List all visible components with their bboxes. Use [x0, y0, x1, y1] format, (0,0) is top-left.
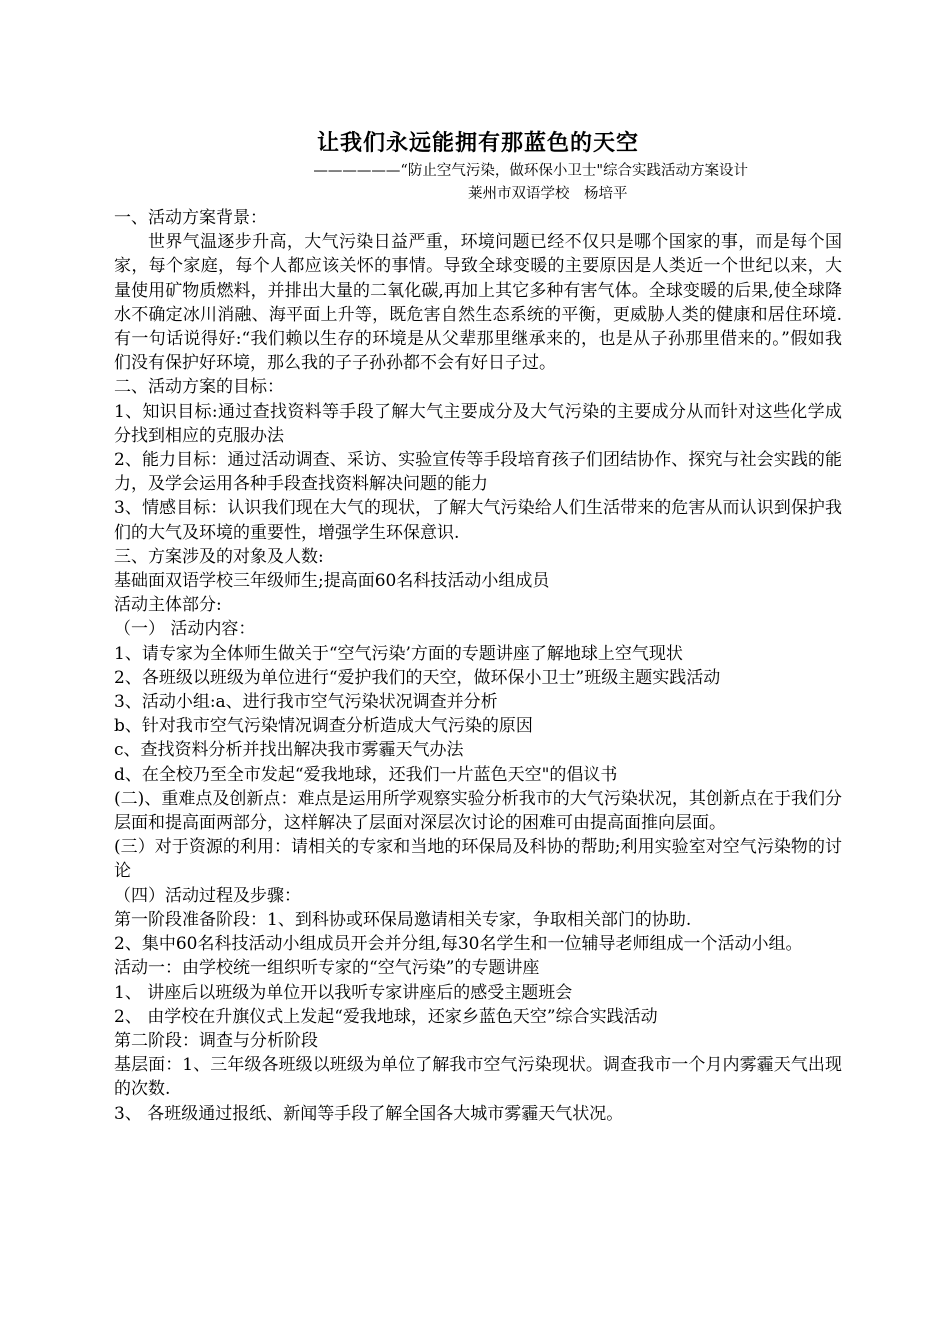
- subheading-content: （一） 活动内容：: [114, 619, 256, 640]
- list-item: d、在全校乃至全市发起“爱我地球，还我们一片蓝色天空"的倡议书: [114, 764, 618, 785]
- list-item: 活动一：由学校统一组织听专家的“空气污染”的专题讲座: [114, 958, 540, 979]
- list-item: 2、 由学校在升旗仪式上发起“爱我地球，还家乡蓝色天空”综合实践活动: [114, 1006, 658, 1027]
- subheading-process: （四）活动过程及步骤：: [114, 885, 301, 906]
- section-heading-participants: 三、方案涉及的对象及人数:: [114, 546, 324, 567]
- section-heading-main: 活动主体部分:: [114, 595, 222, 616]
- document-subtitle: ——————“防止空气污染，做环保小卫士"综合实践活动方案设计: [313, 163, 748, 179]
- document-author: 莱州市双语学校 杨培平: [468, 186, 628, 202]
- list-item: 基层面：1、三年级各班级以班级为单位了解我市空气污染现状。调查我市一个月内雾霾天气出现的次数.: [114, 1055, 842, 1100]
- paragraph-key-points: (二)、重难点及创新点：难点是运用所学观察实验分析我市的大气污染状况，其创新点在于我们分层面和提高面两部分，这样解决了层面对深层次讨论的困难可由提高面推向层面。: [114, 788, 842, 834]
- paragraph-participants: 基础面双语学校三年级师生;提高面60名科技活动小组成员: [114, 571, 550, 592]
- list-item: 3、 各班级通过报纸、新闻等手段了解全国各大城市雾霾天气状况。: [114, 1103, 624, 1124]
- list-item: 第一阶段准备阶段：1、到科协或环保局邀请相关专家，争取相关部门的协助.: [114, 909, 692, 930]
- list-item: 2、各班级以班级为单位进行“爱护我们的天空，做环保小卫士”班级主题实践活动: [114, 667, 721, 688]
- document-body: [114, 206, 842, 1126]
- subheading-stage-two: 第二阶段：调查与分析阶段: [114, 1030, 318, 1051]
- paragraph-knowledge-goal: 1、知识目标:通过查找资料等手段了解大气主要成分及大气污染的主要成分从而针对这些化学成分找到相应的克服办法: [114, 401, 842, 446]
- section-heading-goals: 二、活动方案的目标：: [114, 377, 284, 398]
- paragraph-ability-goal: 2、能力目标：通过活动调查、采访、实验宣传等手段培育孩子们团结协作、探究与社会实践的能力，及学会运用各种手段查找资料解决问题的能力: [114, 450, 842, 495]
- list-item: 1、 讲座后以班级为单位开以我听专家讲座后的感受主题班会: [114, 982, 573, 1003]
- paragraph-background: 世界气温逐步升高，大气污染日益严重，环境问题已经不仅只是哪个国家的事，而是每个国家，每个家庭，每个人都应该关怀的事情。导致全球变暖的主要原因是人类近一个世纪以来，大量使用矿物质燃料，并排出大量的二氧化碳,再加上其它多种有害气体。全球变暖的后果,使全球降水不确定冰川消融、海平面上升等，既危害自然生态系统的平衡，更威胁人类的健康和居住环境.有一句话说得好:“我们赖以生存的环境是从父辈那里继承来的，也是从子孙那里借来的。”假如我们没有保护好环境，那么我的子子孙孙都不会有好日子过。: [114, 232, 842, 374]
- list-item: 3、活动小组:a、进行我市空气污染状况调查并分析: [114, 692, 498, 713]
- list-item: 1、请专家为全体师生做关于“空气污染’方面的专题讲座了解地球上空气现状: [114, 643, 683, 664]
- document-title: 让我们永远能拥有那蓝色的天空: [316, 131, 639, 156]
- list-item: b、针对我市空气污染情况调查分析造成大气污染的原因: [114, 716, 533, 737]
- list-item: 2、集中60名科技活动小组成员开会并分组,每30名学生和一位辅导老师组成一个活动小组。: [114, 934, 803, 955]
- section-heading-background: 一、活动方案背景：: [114, 208, 267, 228]
- paragraph-emotion-goal: 3、情感目标：认识我们现在大气的现状，了解大气污染给人们生活带来的危害从而认识到保护我们的大气及环境的重要性，增强学生环保意识.: [114, 498, 842, 543]
- document-page: [114, 128, 842, 1126]
- list-item: c、查找资料分析并找出解决我市雾霾天气办法: [114, 740, 464, 761]
- paragraph-resources: (三）对于资源的利用：请相关的专家和当地的环保局及科协的帮助;利用实验室对空气污染物的讨论: [114, 837, 842, 882]
